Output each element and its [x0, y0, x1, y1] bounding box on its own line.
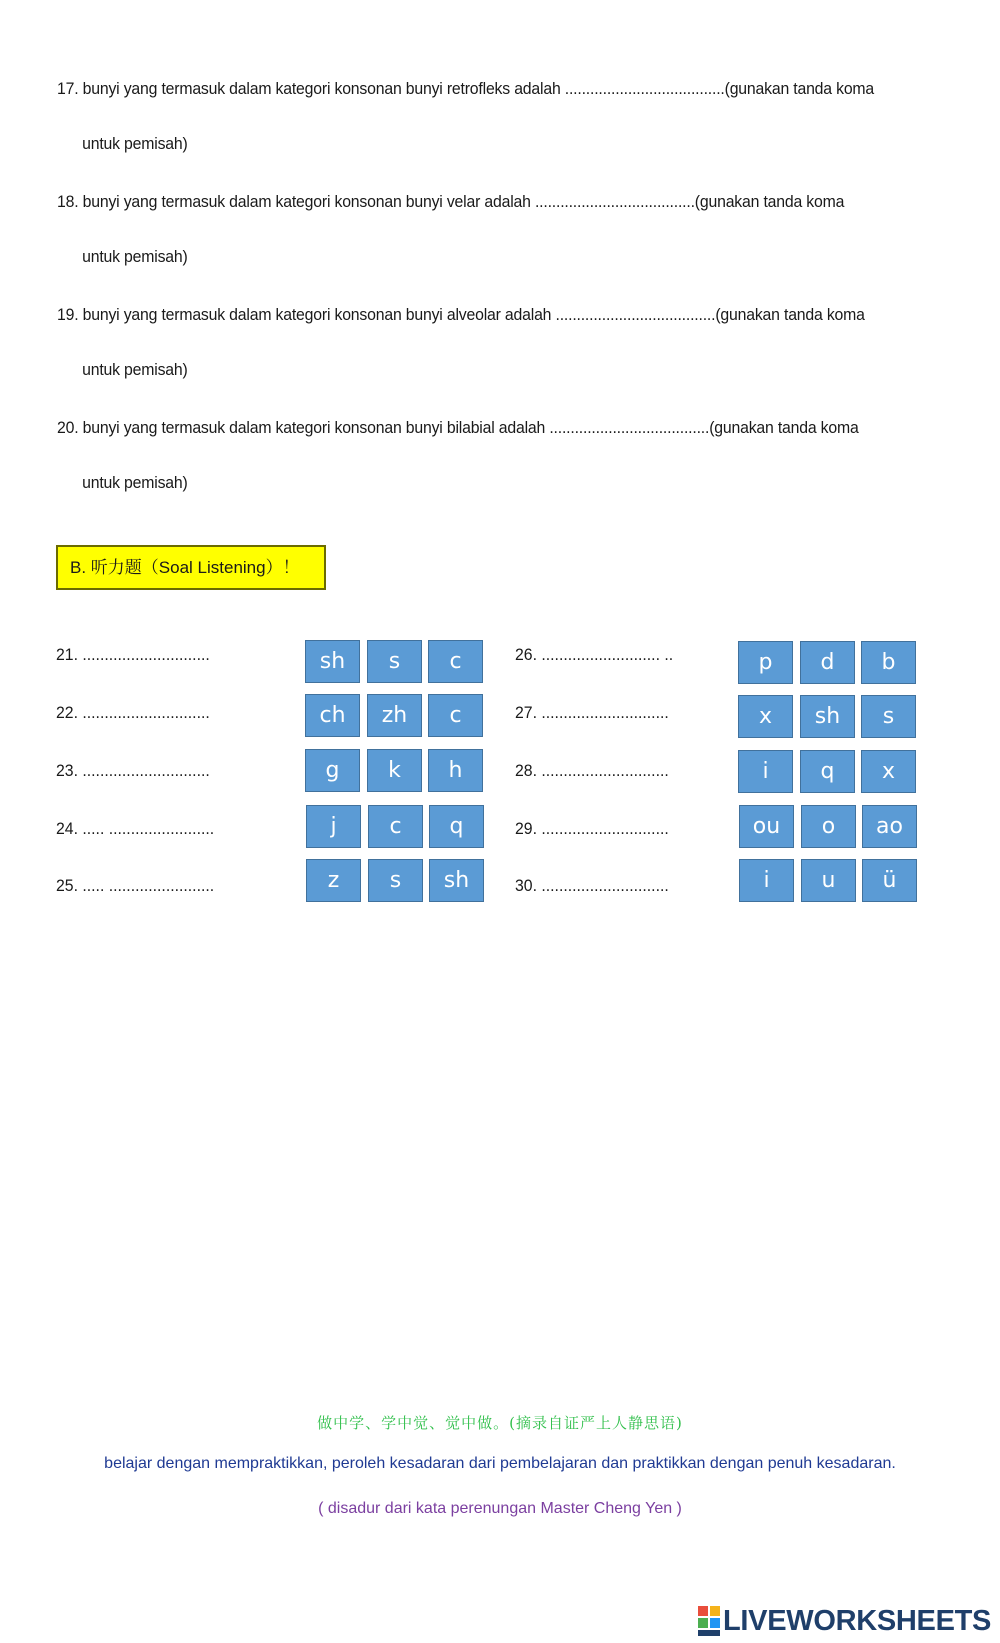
item-23-label: 23. .............................	[56, 761, 210, 780]
item-27-label: 27. .............................	[515, 703, 669, 722]
option-22-3[interactable]: c	[428, 694, 483, 737]
question-18-text: 18. bunyi yang termasuk dalam kategori konsonan bunyi velar adalah ......................................(gunakan tanda koma	[57, 192, 845, 211]
option-29-2[interactable]: o	[801, 805, 856, 848]
option-29-1[interactable]: ou	[739, 805, 794, 848]
question-17-continuation: untuk pemisah)	[82, 134, 188, 153]
question-19-continuation: untuk pemisah)	[82, 360, 188, 379]
question-20-text: 20. bunyi yang termasuk dalam kategori konsonan bunyi bilabial adalah ......................................(gunakan tanda koma	[57, 418, 859, 437]
question-19	[57, 305, 865, 380]
item-25-label: 25. ..... ........................	[56, 876, 215, 895]
option-26-1[interactable]: p	[738, 641, 793, 684]
option-26-3[interactable]: b	[861, 641, 916, 684]
question-17-text: 17. bunyi yang termasuk dalam kategori konsonan bunyi retrofleks adalah ......................................(gunakan tanda koma	[57, 79, 875, 98]
quote-indonesian: belajar dengan mempraktikkan, peroleh kesadaran dari pembelajaran dan praktikkan dengan penuh kesadaran.	[104, 1455, 896, 1472]
option-27-1[interactable]: x	[738, 695, 793, 738]
option-25-2[interactable]: s	[368, 859, 423, 902]
question-19-text: 19. bunyi yang termasuk dalam kategori konsonan bunyi alveolar adalah ......................................(gunakan tanda koma	[57, 305, 865, 324]
option-25-1[interactable]: z	[306, 859, 361, 902]
question-17	[57, 79, 874, 154]
option-23-3[interactable]: h	[428, 749, 483, 792]
option-30-1[interactable]: i	[739, 859, 794, 902]
question-18-continuation: untuk pemisah)	[82, 247, 188, 266]
option-22-2[interactable]: zh	[367, 694, 422, 737]
option-27-2[interactable]: sh	[800, 695, 855, 738]
option-23-2[interactable]: k	[367, 749, 422, 792]
option-25-3[interactable]: sh	[429, 859, 484, 902]
question-20	[57, 418, 859, 493]
question-20-continuation: untuk pemisah)	[82, 473, 188, 492]
logo-mark-icon	[698, 1606, 720, 1636]
option-29-3[interactable]: ao	[862, 805, 917, 848]
quote-chinese: 做中学、学中觉、觉中做。(摘录自证严上人静思语)	[317, 1414, 683, 1432]
option-30-3[interactable]: ü	[862, 859, 917, 902]
question-18	[57, 192, 844, 267]
option-24-1[interactable]: j	[306, 805, 361, 848]
option-27-3[interactable]: s	[861, 695, 916, 738]
option-26-2[interactable]: d	[800, 641, 855, 684]
option-24-2[interactable]: c	[368, 805, 423, 848]
liveworksheets-logo	[698, 1606, 991, 1636]
item-22-label: 22. .............................	[56, 703, 210, 722]
item-29-label: 29. .............................	[515, 819, 669, 838]
option-28-1[interactable]: i	[738, 750, 793, 793]
item-28-label: 28. .............................	[515, 761, 669, 780]
item-26-label: 26. ........................... ..	[515, 645, 674, 664]
option-28-2[interactable]: q	[800, 750, 855, 793]
option-22-1[interactable]: ch	[305, 694, 360, 737]
item-21-label: 21. .............................	[56, 645, 210, 664]
option-28-3[interactable]: x	[861, 750, 916, 793]
option-23-1[interactable]: g	[305, 749, 360, 792]
item-24-label: 24. ..... ........................	[56, 819, 215, 838]
option-21-1[interactable]: sh	[305, 640, 360, 683]
section-b-title: B. 听力题（Soal Listening）！	[56, 545, 326, 590]
option-21-3[interactable]: c	[428, 640, 483, 683]
option-21-2[interactable]: s	[367, 640, 422, 683]
item-30-label: 30. .............................	[515, 876, 669, 895]
option-30-2[interactable]: u	[801, 859, 856, 902]
option-24-3[interactable]: q	[429, 805, 484, 848]
logo-text: LIVEWORKSHEETS	[723, 1604, 992, 1637]
quote-source: ( disadur dari kata perenungan Master Cheng Yen )	[318, 1500, 682, 1517]
